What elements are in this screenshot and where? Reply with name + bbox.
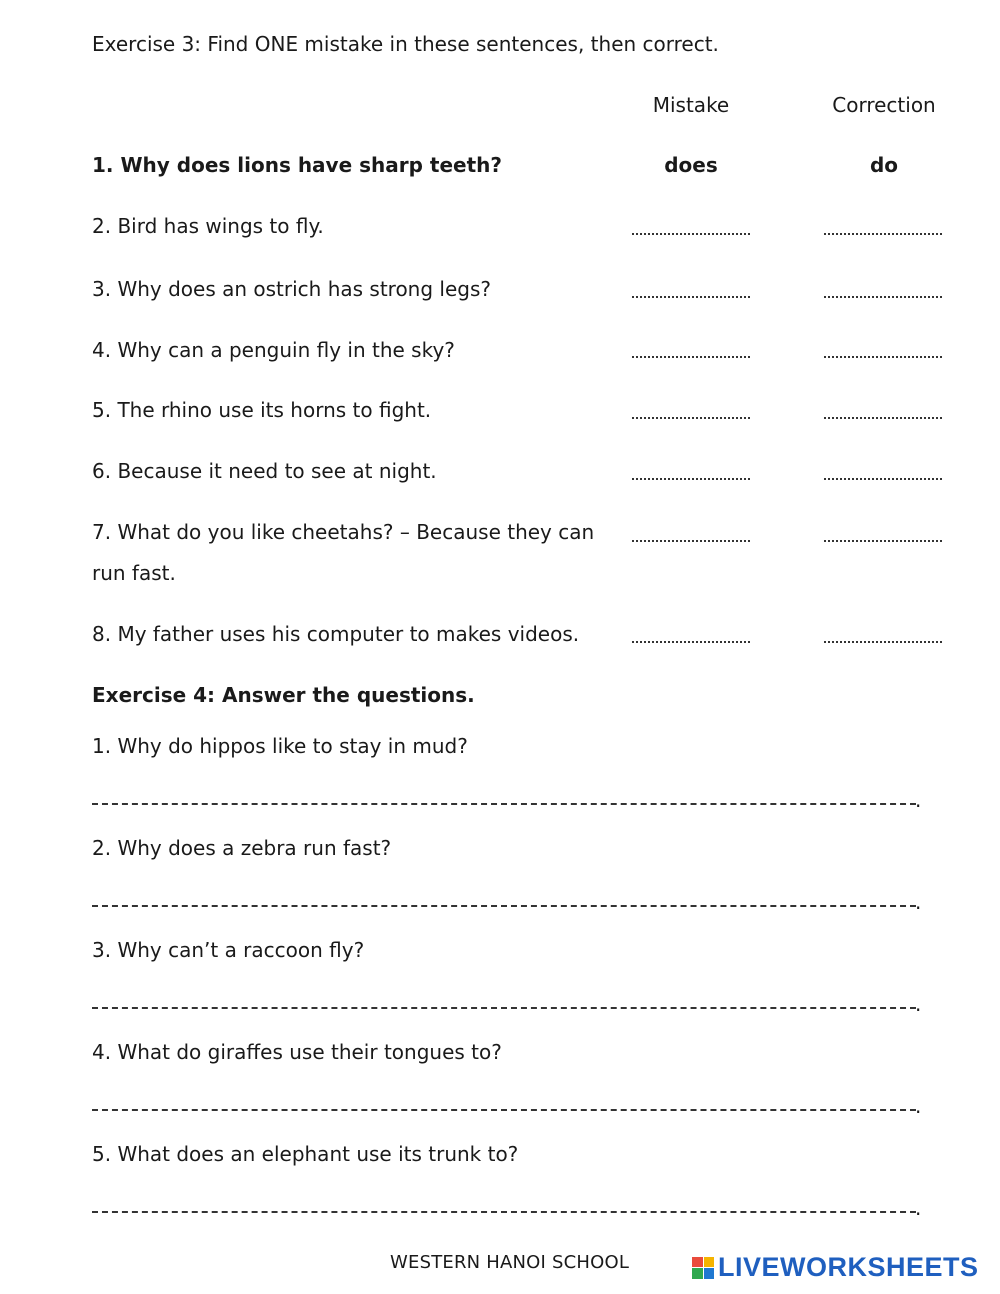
exercise4-question: 4. What do giraffes use their tongues to? [92,1040,502,1064]
correction-column-header: Correction [832,93,936,117]
exercise4-question: 5. What does an elephant use its trunk to? [92,1142,519,1166]
answer-line[interactable] [92,899,916,907]
example-sentence: 1. Why does lions have sharp teeth? [92,153,502,177]
brand-name: LIVEWORKSHEETS [718,1252,979,1282]
exercise4-title: Exercise 4: Answer the questions. [92,683,475,707]
correction-answer-field[interactable] [824,468,942,480]
exercise3-item: 5. The rhino use its horns to fight. [92,398,432,422]
correction-answer-field[interactable] [824,346,942,358]
correction-answer-field[interactable] [824,286,942,298]
icon-square [704,1268,715,1279]
exercise3-item: 4. Why can a penguin fly in the sky? [92,338,455,362]
answer-line-end: . [915,992,922,1016]
mistake-answer-field[interactable] [632,631,750,643]
mistake-answer-field[interactable] [632,346,750,358]
example-mistake: does [664,153,718,177]
mistake-answer-field[interactable] [632,468,750,480]
school-name: WESTERN HANOI SCHOOL [390,1252,630,1273]
answer-line[interactable] [92,1103,916,1111]
icon-square [704,1257,715,1268]
icon-square [692,1268,703,1279]
exercise3-item: 3. Why does an ostrich has strong legs? [92,277,492,301]
correction-answer-field[interactable] [824,530,942,542]
exercise3-item: 2. Bird has wings to fly. [92,214,324,238]
exercise3-item: 7. What do you like cheetahs? – Because they can [92,520,595,544]
icon-square [692,1257,703,1268]
exercise3-item: 8. My father uses his computer to makes videos. [92,622,580,646]
exercise3-item-continuation: run fast. [92,561,176,585]
exercise3-item: 6. Because it need to see at night. [92,459,437,483]
exercise4-question: 1. Why do hippos like to stay in mud? [92,734,468,758]
mistake-answer-field[interactable] [632,223,750,235]
liveworksheets-logo[interactable] [692,1252,979,1283]
exercise4-question: 3. Why can’t a raccoon fly? [92,938,365,962]
correction-answer-field[interactable] [824,223,942,235]
answer-line-end: . [915,890,922,914]
correction-answer-field[interactable] [824,631,942,643]
answer-line[interactable] [92,1205,916,1213]
correction-answer-field[interactable] [824,407,942,419]
liveworksheets-icon [692,1257,714,1279]
answer-line[interactable] [92,797,916,805]
exercise4-question: 2. Why does a zebra run fast? [92,836,392,860]
answer-line[interactable] [92,1001,916,1009]
mistake-answer-field[interactable] [632,530,750,542]
exercise3-title: Exercise 3: Find ONE mistake in these sentences, then correct. [92,32,719,56]
example-correction: do [869,153,899,177]
answer-line-end: . [915,1196,922,1220]
mistake-answer-field[interactable] [632,407,750,419]
mistake-column-header: Mistake [652,93,730,117]
answer-line-end: . [915,788,922,812]
mistake-answer-field[interactable] [632,286,750,298]
answer-line-end: . [915,1094,922,1118]
